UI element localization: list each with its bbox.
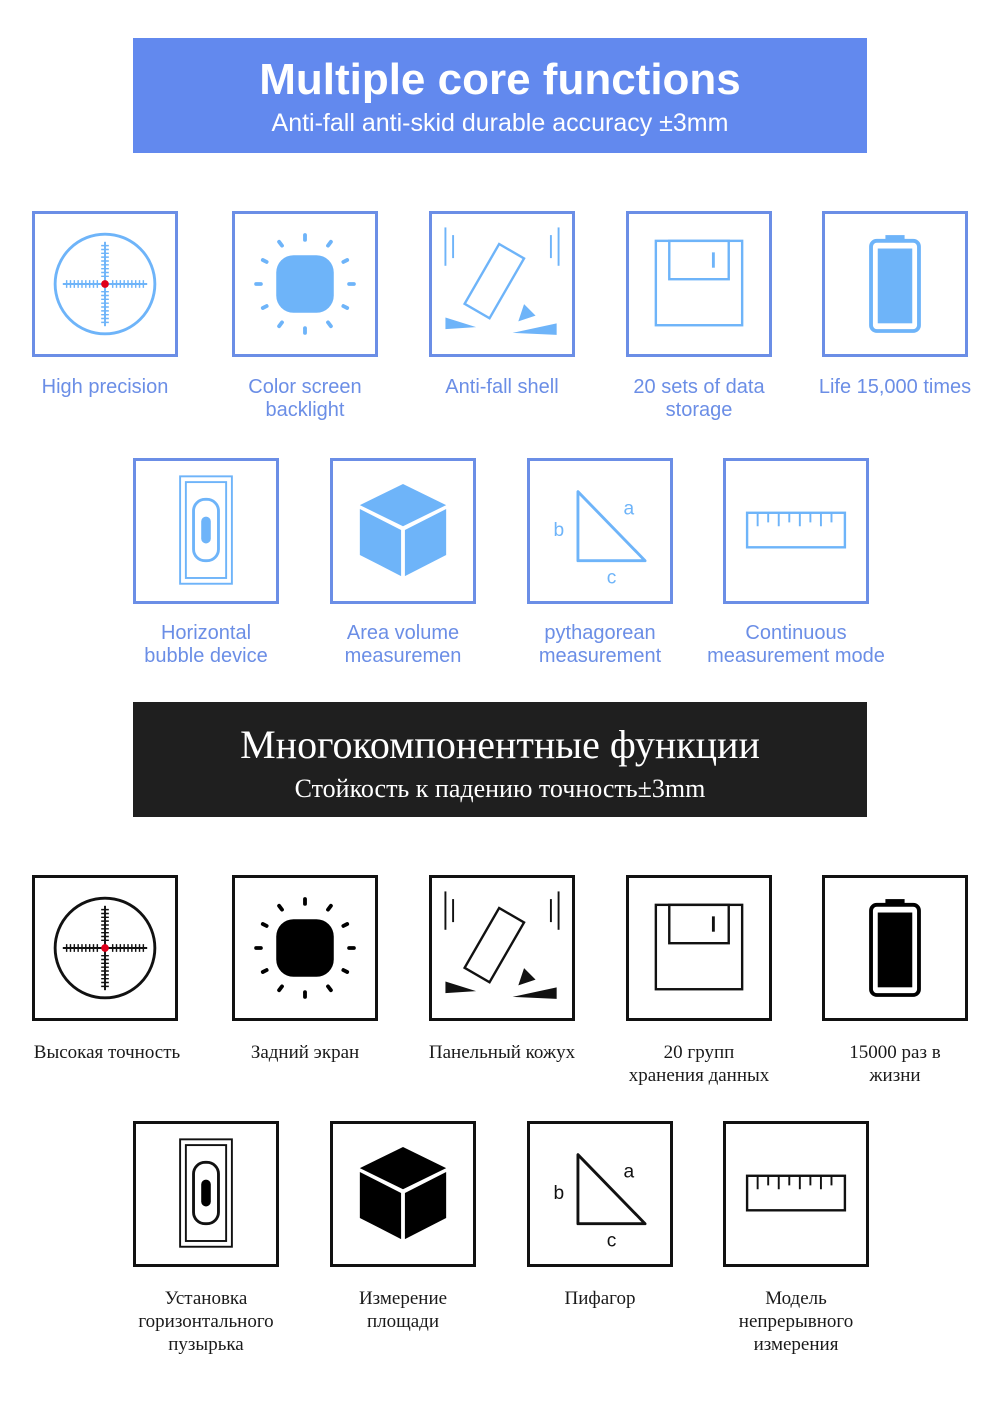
label-color-screen: Color screen backlight <box>248 376 362 421</box>
tile-anti-fall <box>429 875 575 1021</box>
tile-triangle <box>527 458 673 604</box>
battery-icon <box>825 214 965 354</box>
tile-ruler <box>723 1121 869 1267</box>
label-ruler: Модель непрерывного измерения <box>738 1288 854 1355</box>
ruler-icon <box>726 461 866 601</box>
bubble-level-icon <box>136 461 276 601</box>
bubble-level-icon <box>136 1124 276 1264</box>
label-high-precision: Высокая точность <box>33 1042 181 1063</box>
tile-bubble <box>133 458 279 604</box>
sun-screen-icon <box>235 878 375 1018</box>
label-bubble: Horizontal bubble device <box>144 622 268 667</box>
tile-data-storage <box>626 875 772 1021</box>
battery-icon <box>825 878 965 1018</box>
banner-subtitle: Anti-fall anti-skid durable accuracy ±3mm <box>271 109 729 137</box>
label-anti-fall: Панельный кожух <box>428 1042 576 1063</box>
label-color-screen: Задний экран <box>250 1042 360 1063</box>
label-battery: 15000 раз в жизни <box>849 1042 941 1086</box>
side-c-label: c <box>606 1230 617 1252</box>
label-triangle: Пифагор <box>564 1288 636 1309</box>
tile-color-screen <box>232 211 378 357</box>
side-b-label: b <box>553 519 565 541</box>
side-c-label: c <box>606 567 617 589</box>
tile-high-precision <box>32 875 178 1021</box>
crosshair-icon <box>35 878 175 1018</box>
tile-color-screen <box>232 875 378 1021</box>
crosshair-icon <box>35 214 175 354</box>
label-anti-fall: Anti-fall shell <box>445 376 559 398</box>
right-triangle-icon <box>530 461 670 601</box>
banner-russian <box>133 702 867 817</box>
banner-title: Многокомпонентные функции <box>240 722 760 767</box>
cube-icon <box>333 461 473 601</box>
label-triangle: pythagorean measurement <box>538 622 662 667</box>
label-data-storage: 20 sets of data storage <box>633 376 765 421</box>
banner-subtitle: Стойкость к падению точность±3mm <box>294 774 706 803</box>
label-cube: Измерение площади <box>358 1288 448 1332</box>
cube-icon <box>333 1124 473 1264</box>
label-cube: Area volume measuremen <box>344 622 462 667</box>
falling-device-icon <box>432 214 572 354</box>
side-a-label: a <box>623 1161 635 1183</box>
side-a-label: a <box>623 498 635 520</box>
sun-screen-icon <box>235 214 375 354</box>
tile-ruler <box>723 458 869 604</box>
tile-high-precision <box>32 211 178 357</box>
label-ruler: Continuous measurement mode <box>707 622 885 667</box>
banner-title: Multiple core functions <box>259 55 741 104</box>
label-data-storage: 20 групп хранения данных <box>628 1042 770 1086</box>
tile-cube <box>330 458 476 604</box>
tile-battery <box>822 875 968 1021</box>
side-b-label: b <box>553 1182 565 1204</box>
label-bubble: Установка горизонтального пузырька <box>138 1288 274 1355</box>
tile-bubble <box>133 1121 279 1267</box>
label-high-precision: High precision <box>41 376 169 398</box>
label-battery: Life 15,000 times <box>818 376 972 398</box>
tile-triangle <box>527 1121 673 1267</box>
banner-english <box>133 38 867 153</box>
tile-cube <box>330 1121 476 1267</box>
falling-device-icon <box>432 878 572 1018</box>
floppy-disk-icon <box>629 878 769 1018</box>
ruler-icon <box>726 1124 866 1264</box>
floppy-disk-icon <box>629 214 769 354</box>
tile-data-storage <box>626 211 772 357</box>
right-triangle-icon <box>530 1124 670 1264</box>
tile-anti-fall <box>429 211 575 357</box>
tile-battery <box>822 211 968 357</box>
